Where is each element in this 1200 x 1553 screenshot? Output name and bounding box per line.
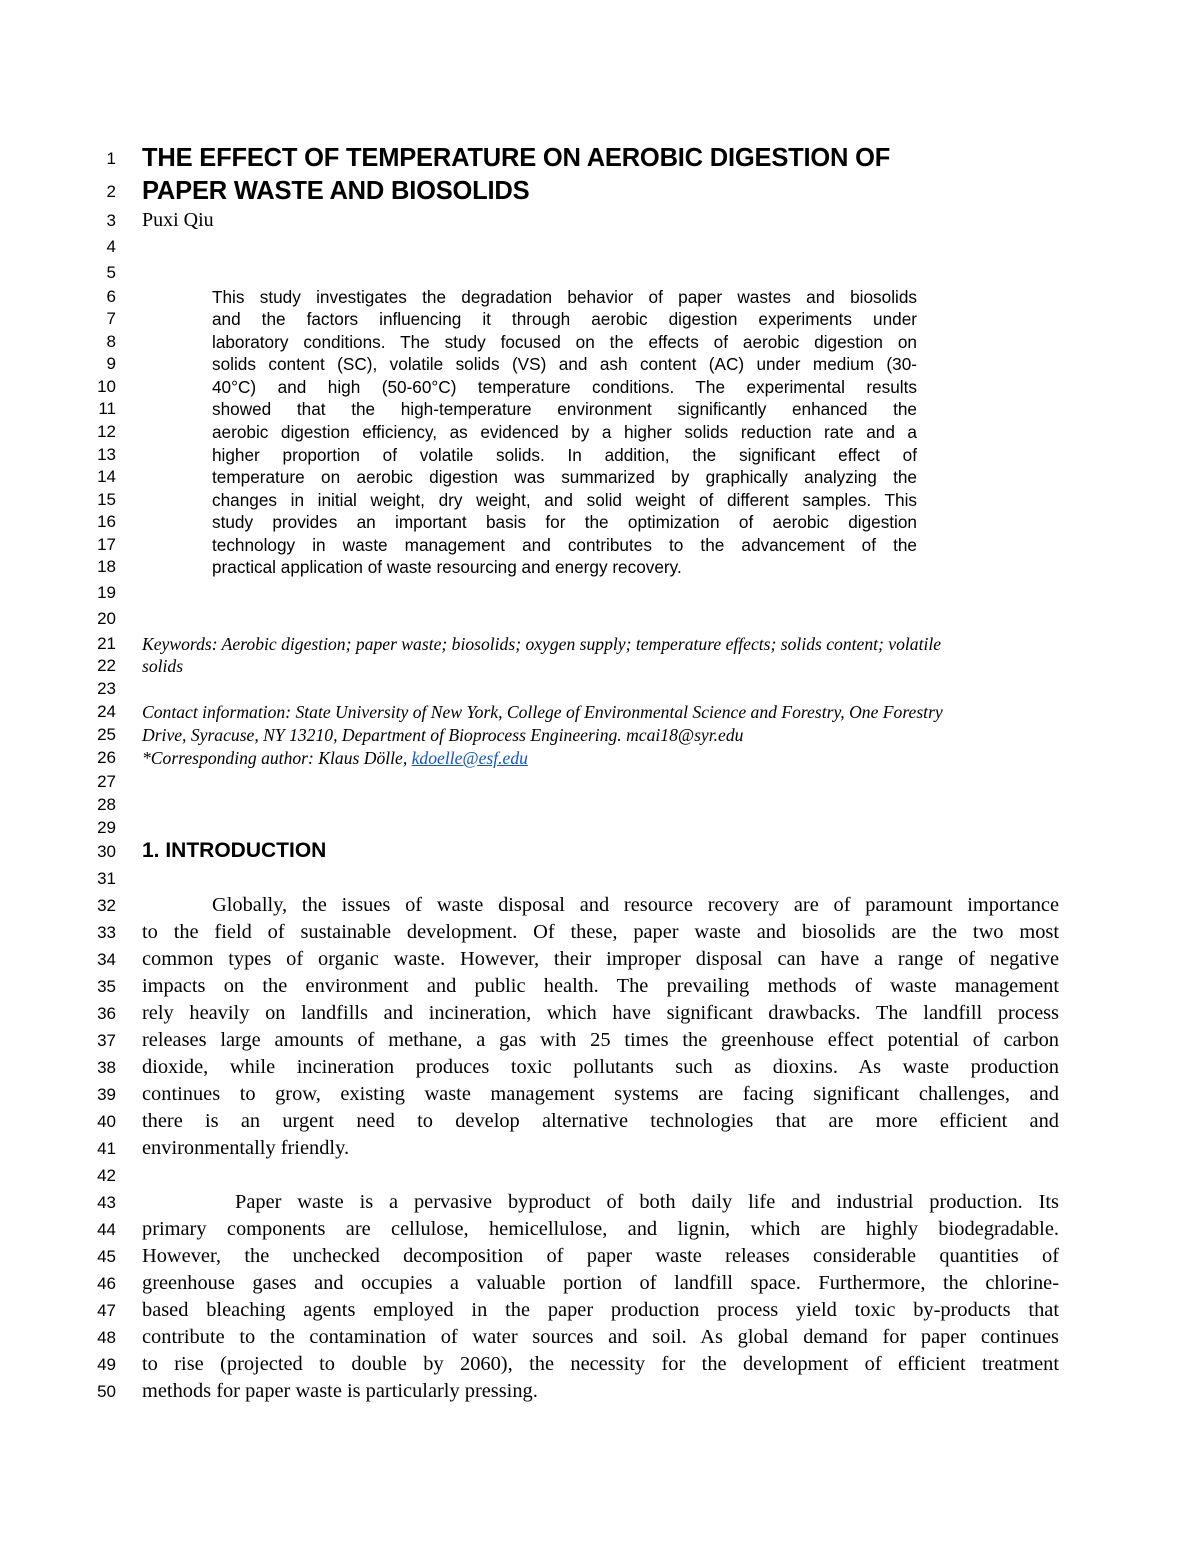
line-number: 24 xyxy=(97,702,116,721)
abstract-line: practical application of waste resourcing and energy recovery. xyxy=(212,557,682,577)
line-number: 47 xyxy=(97,1301,116,1320)
line-number: 18 xyxy=(97,557,116,576)
abstract-line: solids content (SC), volatile solids (VS) and ash content (AC) under medium (30- xyxy=(212,354,917,374)
abstract-line: technology in waste management and contributes to the advancement of the xyxy=(212,535,917,555)
line-number: 34 xyxy=(97,950,116,969)
line-number: 7 xyxy=(106,309,116,328)
line-number: 37 xyxy=(97,1031,116,1050)
paragraph-line: primary components are cellulose, hemicellulose, and lignin, which are highly biodegradable. xyxy=(142,1218,1059,1240)
paragraph-line: Globally, the issues of waste disposal and resource recovery are of paramount importance xyxy=(212,894,1059,916)
author-name: Puxi Qiu xyxy=(142,209,214,231)
paragraph-line: releases large amounts of methane, a gas with 25 times the greenhouse effect potential of carbon xyxy=(142,1029,1059,1051)
line-number: 12 xyxy=(97,422,116,441)
abstract-line: This study investigates the degradation behavior of paper wastes and biosolids xyxy=(212,287,917,307)
paragraph-line: common types of organic waste. However, their improper disposal can have a range of negative xyxy=(142,948,1059,970)
paragraph-line: contribute to the contamination of water sources and soil. As global demand for paper continues xyxy=(142,1326,1059,1348)
line-number: 49 xyxy=(97,1355,116,1374)
line-number: 6 xyxy=(106,287,116,306)
line-number: 17 xyxy=(97,535,116,554)
paragraph-line: to rise (projected to double by 2060), the necessity for the development of efficient treatment xyxy=(142,1353,1059,1375)
line-number: 28 xyxy=(97,795,116,814)
paper-title-line: THE EFFECT OF TEMPERATURE ON AEROBIC DIGESTION OF xyxy=(142,144,891,172)
line-number: 35 xyxy=(97,977,116,996)
line-number: 41 xyxy=(97,1139,116,1158)
line-number: 38 xyxy=(97,1058,116,1077)
abstract-line: study provides an important basis for the optimization of aerobic digestion xyxy=(212,512,917,532)
line-number: 46 xyxy=(97,1274,116,1293)
line-number: 11 xyxy=(98,399,116,418)
line-number: 21 xyxy=(97,634,116,653)
line-number: 10 xyxy=(97,377,116,396)
line-number: 29 xyxy=(97,818,116,837)
contact-line: Drive, Syracuse, NY 13210, Department of Bioprocess Engineering. mcai18@syr.edu xyxy=(142,725,744,745)
line-number: 19 xyxy=(97,583,116,602)
corresponding-email-link[interactable]: kdoelle@esf.edu xyxy=(411,748,528,768)
line-number: 33 xyxy=(97,923,116,942)
paragraph-line: Paper waste is a pervasive byproduct of both daily life and industrial production. Its xyxy=(235,1191,1059,1213)
paper-title-line: PAPER WASTE AND BIOSOLIDS xyxy=(142,177,530,205)
line-number: 9 xyxy=(106,354,116,373)
abstract-line: temperature on aerobic digestion was summarized by graphically analyzing the xyxy=(212,467,917,487)
line-number: 22 xyxy=(97,656,116,675)
keywords-line: solids xyxy=(142,656,184,676)
line-number: 48 xyxy=(97,1328,116,1347)
line-number: 36 xyxy=(97,1004,116,1023)
paragraph-line: greenhouse gases and occupies a valuable portion of landfill space. Furthermore, the chlorine- xyxy=(142,1272,1059,1294)
paragraph-line: methods for paper waste is particularly pressing. xyxy=(142,1380,538,1402)
line-number: 43 xyxy=(97,1193,116,1212)
abstract-line: higher proportion of volatile solids. In addition, the significant effect of xyxy=(212,445,917,465)
line-number: 32 xyxy=(97,896,116,915)
line-number: 4 xyxy=(106,237,116,256)
paragraph-line: However, the unchecked decomposition of paper waste releases considerable quantities of xyxy=(142,1245,1059,1267)
corresponding-author-label: *Corresponding author: Klaus Dölle, xyxy=(142,748,412,768)
abstract-line: aerobic digestion efficiency, as evidenced by a higher solids reduction rate and a xyxy=(212,422,917,442)
line-number: 40 xyxy=(97,1112,116,1131)
line-number: 31 xyxy=(97,869,116,888)
corresponding-author xyxy=(142,747,1037,769)
paragraph-line: continues to grow, existing waste management systems are facing significant challenges, and xyxy=(142,1083,1059,1105)
line-number: 27 xyxy=(97,772,116,791)
abstract-line: 40°C) and high (50-60°C) temperature conditions. The experimental results xyxy=(212,377,917,397)
line-number: 8 xyxy=(106,332,116,351)
section-heading: 1. INTRODUCTION xyxy=(142,839,327,862)
line-number: 50 xyxy=(97,1382,116,1401)
paragraph-line: based bleaching agents employed in the paper production process yield toxic by-products that xyxy=(142,1299,1059,1321)
abstract-line: and the factors influencing it through aerobic digestion experiments under xyxy=(212,309,917,329)
line-number: 30 xyxy=(97,842,116,861)
line-number: 45 xyxy=(97,1247,116,1266)
paragraph-line: environmentally friendly. xyxy=(142,1137,350,1159)
line-number: 39 xyxy=(97,1085,116,1104)
line-number: 42 xyxy=(97,1166,116,1185)
line-number: 25 xyxy=(97,725,116,744)
line-number: 3 xyxy=(106,211,116,230)
line-number: 26 xyxy=(97,748,116,767)
line-number: 2 xyxy=(106,182,116,201)
keywords-line: Keywords: Aerobic digestion; paper waste; biosolids; oxygen supply; temperature effects; solids content; volatile xyxy=(142,634,942,654)
contact-line: Contact information: State University of New York, College of Environmental Science and Forestry, One Forestry xyxy=(142,702,943,722)
line-number: 16 xyxy=(97,512,116,531)
abstract-line: changes in initial weight, dry weight, and solid weight of different samples. This xyxy=(212,490,917,510)
line-number: 13 xyxy=(97,445,116,464)
paragraph-line: impacts on the environment and public health. The prevailing methods of waste management xyxy=(142,975,1059,997)
paragraph-line: dioxide, while incineration produces toxic pollutants such as dioxins. As waste production xyxy=(142,1056,1059,1078)
line-number: 5 xyxy=(106,263,116,282)
line-number: 15 xyxy=(97,490,116,509)
line-number: 44 xyxy=(97,1220,116,1239)
paragraph-line: to the field of sustainable development. Of these, paper waste and biosolids are the two most xyxy=(142,921,1059,943)
line-number: 23 xyxy=(97,679,116,698)
abstract-line: showed that the high-temperature environment significantly enhanced the xyxy=(212,399,917,419)
paragraph-line: there is an urgent need to develop alternative technologies that are more efficient and xyxy=(142,1110,1059,1132)
paragraph-line: rely heavily on landfills and incineration, which have significant drawbacks. The landfill process xyxy=(142,1002,1059,1024)
line-number: 1 xyxy=(106,149,116,168)
line-number: 14 xyxy=(97,467,116,486)
abstract-line: laboratory conditions. The study focused on the effects of aerobic digestion on xyxy=(212,332,917,352)
line-number: 20 xyxy=(97,609,116,628)
